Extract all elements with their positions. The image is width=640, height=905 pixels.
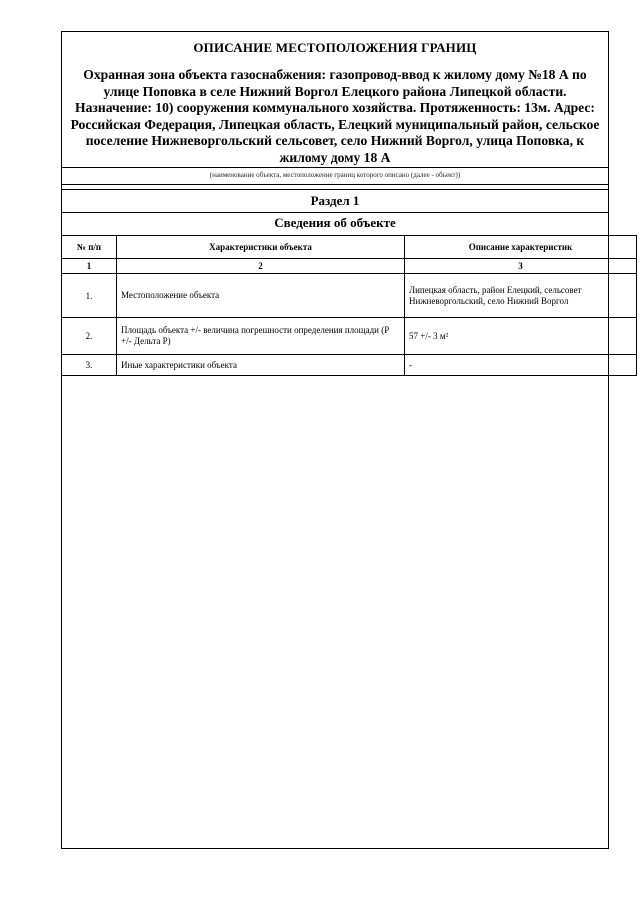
object-info-table <box>61 235 637 376</box>
document-title: ОПИСАНИЕ МЕСТОПОЛОЖЕНИЯ ГРАНИЦ <box>193 40 477 55</box>
subsection-title: Сведения об объекте <box>62 212 608 236</box>
header-number: № п/п <box>62 236 117 259</box>
row-description: 57 +/- 3 м² <box>405 318 637 355</box>
title-block <box>62 32 608 168</box>
table-header-row <box>62 236 637 259</box>
row-description: - <box>405 355 637 376</box>
row-number: 3. <box>62 355 117 376</box>
page-frame <box>61 31 609 849</box>
table-row <box>62 355 637 376</box>
table-row <box>62 318 637 355</box>
column-number-1: 1 <box>62 259 117 274</box>
row-characteristic: Местоположение объекта <box>117 274 405 318</box>
header-characteristic: Характеристики объекта <box>117 236 405 259</box>
row-description: Липецкая область, район Елецкий, сельсовет Нижневоргольский, село Нижний Воргол <box>405 274 637 318</box>
header-description: Описание характеристик <box>405 236 637 259</box>
row-number: 1. <box>62 274 117 318</box>
row-number: 2. <box>62 318 117 355</box>
object-caption: (наименование объекта, местоположение границ которого описано (далее - объект)) <box>62 168 608 185</box>
section-title: Раздел 1 <box>62 189 608 213</box>
row-characteristic: Иные характеристики объекта <box>117 355 405 376</box>
column-number-row <box>62 259 637 274</box>
column-number-2: 2 <box>117 259 405 274</box>
table-row <box>62 274 637 318</box>
row-characteristic: Площадь объекта +/- величина погрешности определения площади (Р +/- Дельта Р) <box>117 318 405 355</box>
column-number-3: 3 <box>405 259 637 274</box>
object-description: Охранная зона объекта газоснабжения: газопровод-ввод к жилому дому №18 А по улице Поповка в селе Нижний Воргол Елецкого района Липецкой области. Назначение: 10) сооружения коммунального хозяйства. Протяженность: 13м. Адрес: Российская Федерация, Липецкая область, Елецкий муниципальный район, сельское поселение Нижневоргольский сельсовет, село Нижний Воргол, улица Поповка, к жилому дому 18 А <box>70 67 600 165</box>
